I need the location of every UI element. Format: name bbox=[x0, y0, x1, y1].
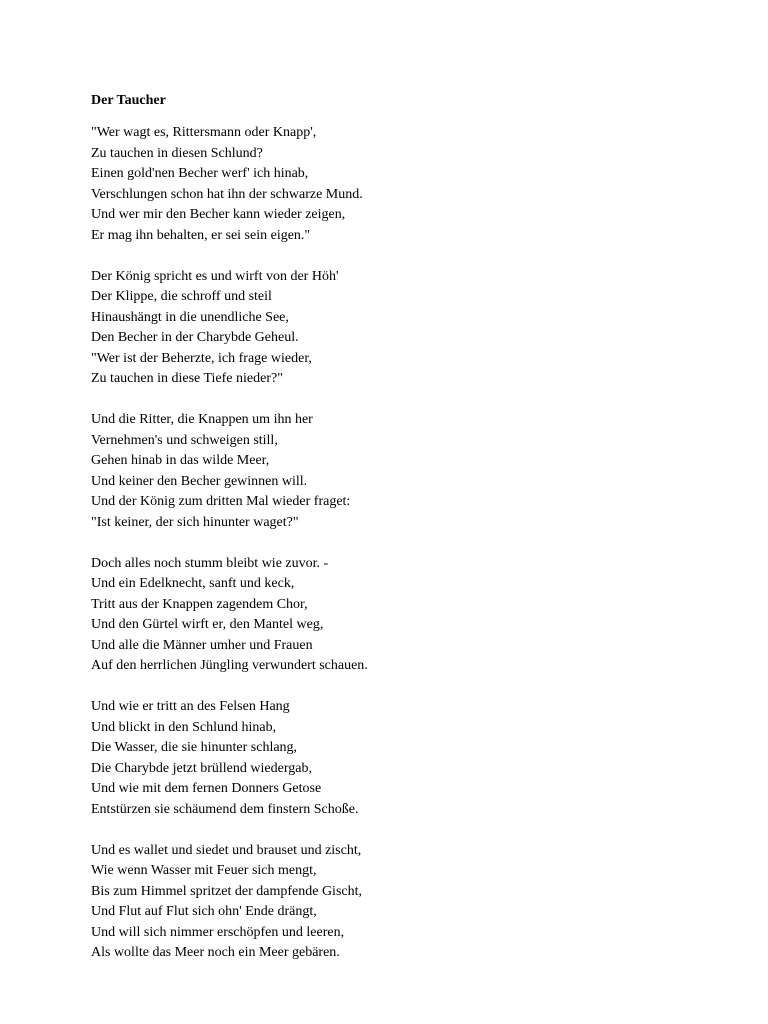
stanza-4 bbox=[91, 554, 711, 677]
stanza-2 bbox=[91, 267, 711, 390]
poem-line: Hinaushängt in die unendliche See, bbox=[91, 309, 289, 325]
poem-line: Und ein Edelknecht, sanft und keck, bbox=[91, 576, 295, 591]
poem-line: Bis zum Himmel spritzet der dampfende Gischt, bbox=[91, 883, 362, 899]
poem-line: Und wie er tritt an des Felsen Hang bbox=[91, 699, 290, 714]
poem-line: Und der König zum dritten Mal wieder fraget: bbox=[91, 494, 351, 509]
poem-line: Doch alles noch stumm bleibt wie zuvor. - bbox=[91, 555, 329, 571]
poem-line: Und wer mir den Becher kann wieder zeigen, bbox=[91, 207, 346, 222]
poem-line: Verschlungen schon hat ihn der schwarze Mund. bbox=[91, 186, 363, 202]
stanza-6 bbox=[91, 841, 711, 964]
poem-line: Und alle die Männer umher und Frauen bbox=[91, 637, 313, 653]
poem-line: Der König spricht es und wirft von der Höh' bbox=[91, 268, 339, 284]
poem-line: Der Klippe, die schroff und steil bbox=[91, 289, 272, 304]
poem-line: Und Flut auf Flut sich ohn' Ende drängt, bbox=[91, 904, 317, 919]
poem-title: Der Taucher bbox=[91, 93, 166, 108]
poem-line: "Wer ist der Beherzte, ich frage wieder, bbox=[91, 350, 312, 366]
poem-line: Vernehmen's und schweigen still, bbox=[91, 432, 278, 448]
stanza-5 bbox=[91, 697, 711, 820]
poem-line: Und die Ritter, die Knappen um ihn her bbox=[91, 412, 313, 427]
stanza-1 bbox=[91, 123, 711, 246]
poem-line: Und wie mit dem fernen Donners Getose bbox=[91, 781, 322, 796]
stanza-3 bbox=[91, 410, 711, 533]
poem-line: Und blickt in den Schlund hinab, bbox=[91, 719, 277, 735]
poem-line: Und den Gürtel wirft er, den Mantel weg, bbox=[91, 617, 324, 632]
poem-line: Entstürzen sie schäumend dem finstern Schoße. bbox=[91, 801, 359, 817]
poem-line: Die Wasser, die sie hinunter schlang, bbox=[91, 740, 298, 755]
poem-line: Zu tauchen in diesen Schlund? bbox=[91, 145, 263, 161]
poem-line: "Wer wagt es, Rittersmann oder Knapp', bbox=[91, 125, 317, 140]
poem-line: Tritt aus der Knappen zagendem Chor, bbox=[91, 596, 308, 612]
poem-line: Wie wenn Wasser mit Feuer sich mengt, bbox=[91, 863, 317, 878]
poem-line: Den Becher in der Charybde Geheul. bbox=[91, 330, 299, 345]
poem-line: Gehen hinab in das wilde Meer, bbox=[91, 453, 270, 468]
poem-line: Auf den herrlichen Jüngling verwundert schauen. bbox=[91, 658, 368, 673]
poem-line: "Ist keiner, der sich hinunter waget?" bbox=[91, 514, 299, 530]
poem-line: Einen gold'nen Becher werf' ich hinab, bbox=[91, 166, 309, 181]
poem-line: Und es wallet und siedet und brauset und zischt, bbox=[91, 842, 362, 858]
poem-line: Er mag ihn behalten, er sei sein eigen." bbox=[91, 227, 311, 243]
poem-line: Und keiner den Becher gewinnen will. bbox=[91, 473, 308, 489]
document-page bbox=[91, 91, 711, 984]
poem-line: Und will sich nimmer erschöpfen und leeren, bbox=[91, 924, 345, 940]
poem-line: Als wollte das Meer noch ein Meer gebären. bbox=[91, 945, 340, 960]
poem-line: Die Charybde jetzt brüllend wiedergab, bbox=[91, 760, 312, 776]
poem-line: Zu tauchen in diese Tiefe nieder?" bbox=[91, 371, 283, 386]
